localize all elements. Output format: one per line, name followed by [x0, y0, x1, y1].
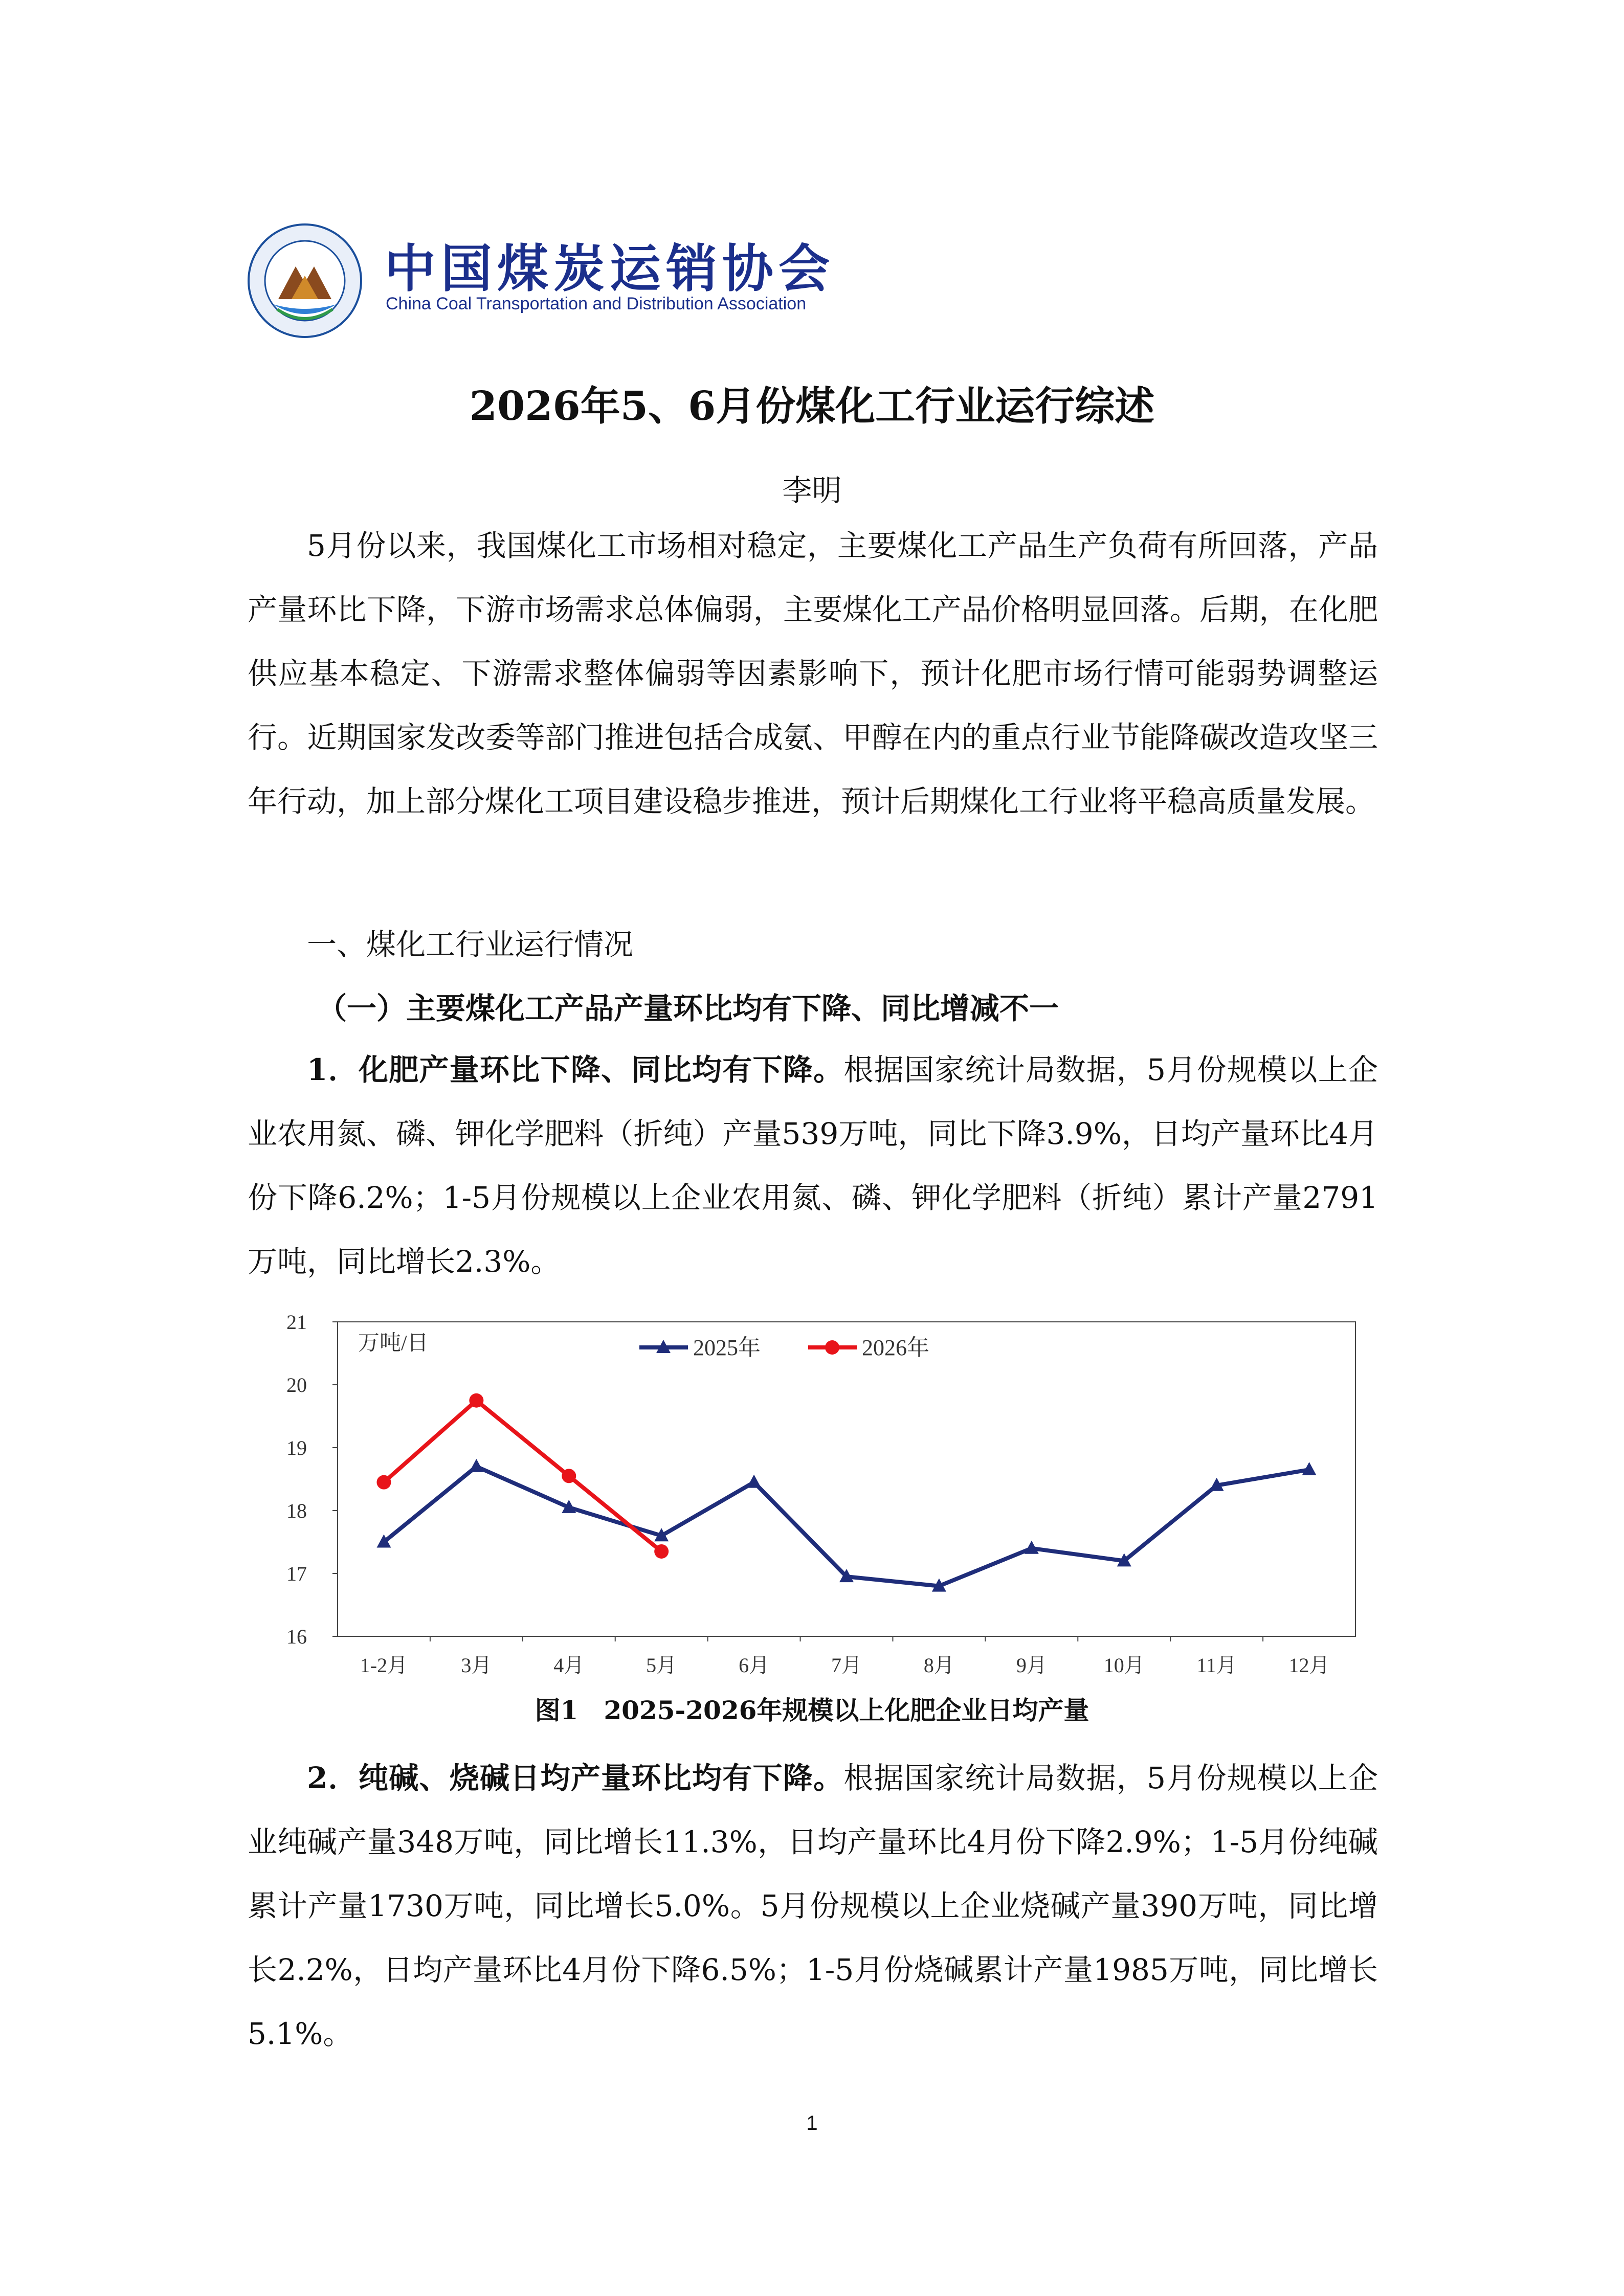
section-heading-1: 一、煤化工行业运行情况: [307, 927, 634, 962]
org-name-en: China Coal Transportation and Distribution Association: [386, 294, 807, 313]
fertilizer-daily-output-chart: [240, 1299, 1371, 1703]
data-point-2026年: [562, 1469, 576, 1483]
y-tick-label: 16: [286, 1625, 307, 1648]
item2-body: 根据国家统计局数据，5月份规模以上企业纯碱产量348万吨，同比增长11.3%，日均产量环比4月份下降2.9%；1-5月份纯碱累计产量1730万吨，同比增长5.0%。5月份规模以上企业烧碱产量390万吨，同比增长2.2%，日均产量环比4月份下降6.5%；1-5月份烧碱累计产量1985万吨，同比增长5.1%。: [248, 1761, 1378, 2051]
x-tick-label: 1-2月: [360, 1654, 408, 1677]
association-seal-icon: [247, 222, 363, 339]
x-tick-label: 4月: [553, 1654, 585, 1677]
x-tick-label: 7月: [831, 1654, 862, 1677]
y-tick-label: 17: [286, 1562, 307, 1585]
y-tick-label: 19: [286, 1436, 307, 1459]
item1-paragraph: [248, 1038, 1378, 1294]
subsection-heading-1: （一）主要煤化工产品产量环比均有下降、同比增减不一: [317, 991, 1059, 1026]
figure-1-caption: 图1 2025-2026年规模以上化肥企业日均产量: [535, 1695, 1089, 1725]
x-tick-label: 3月: [461, 1654, 492, 1677]
data-point-2026年: [654, 1544, 669, 1559]
intro-paragraph: 5月份以来，我国煤化工市场相对稳定，主要煤化工产品生产负荷有所回落，产品产量环比下降，下游市场需求总体偏弱，主要煤化工产品价格明显回落。后期，在化肥供应基本稳定、下游需求整体偏弱等因素影响下，预计化肥市场行情可能弱势调整运行。近期国家发改委等部门推进包括合成氨、甲醇在内的重点行业节能降碳改造攻坚三年行动，加上部分煤化工项目建设稳步推进，预计后期煤化工行业将平稳高质量发展。: [248, 528, 1378, 819]
legend-label-2025年: 2025年: [693, 1335, 761, 1360]
legend-marker-2026年: [825, 1340, 839, 1355]
y-axis-label: 万吨/日: [358, 1332, 429, 1355]
x-tick-label: 6月: [739, 1654, 770, 1677]
page-title: 2026年5、6月份煤化工行业运行综述: [469, 383, 1155, 430]
y-tick-label: 20: [286, 1374, 307, 1397]
series-line-2026年: [384, 1401, 661, 1551]
item2-paragraph: [248, 1746, 1378, 2066]
org-name-cn: 中国煤炭运销协会: [385, 239, 835, 299]
data-point-2025年: [469, 1459, 483, 1472]
item1-body: 根据国家统计局数据，5月份规模以上企业农用氮、磷、钾化学肥料（折纯）产量539万吨，同比下降3.9%，日均产量环比4月份下降6.2%；1-5月份规模以上企业农用氮、磷、钾化学肥料（折纯）累计产量2791万吨，同比增长2.3%。: [248, 1052, 1378, 1279]
y-tick-label: 18: [286, 1499, 307, 1522]
x-tick-label: 12月: [1288, 1654, 1330, 1677]
data-point-2025年: [747, 1475, 761, 1488]
series-line-2025年: [384, 1467, 1309, 1586]
item2-lead: 2．纯碱、烧碱日均产量环比均有下降。: [307, 1761, 844, 1795]
association-logo: [247, 217, 850, 345]
x-tick-label: 8月: [923, 1654, 954, 1677]
x-tick-label: 11月: [1196, 1654, 1237, 1677]
legend-label-2026年: 2026年: [862, 1335, 929, 1360]
author: 李明: [782, 473, 842, 508]
y-tick-label: 21: [286, 1311, 307, 1334]
x-tick-label: 9月: [1016, 1654, 1047, 1677]
page-number: 1: [806, 2112, 818, 2134]
item1-lead: 1．化肥产量环比下降、同比均有下降。: [307, 1052, 844, 1087]
data-point-2026年: [376, 1475, 391, 1490]
data-point-2026年: [469, 1393, 483, 1408]
plot-area-frame: [338, 1322, 1355, 1636]
x-tick-label: 5月: [646, 1654, 677, 1677]
x-tick-label: 10月: [1103, 1654, 1145, 1677]
